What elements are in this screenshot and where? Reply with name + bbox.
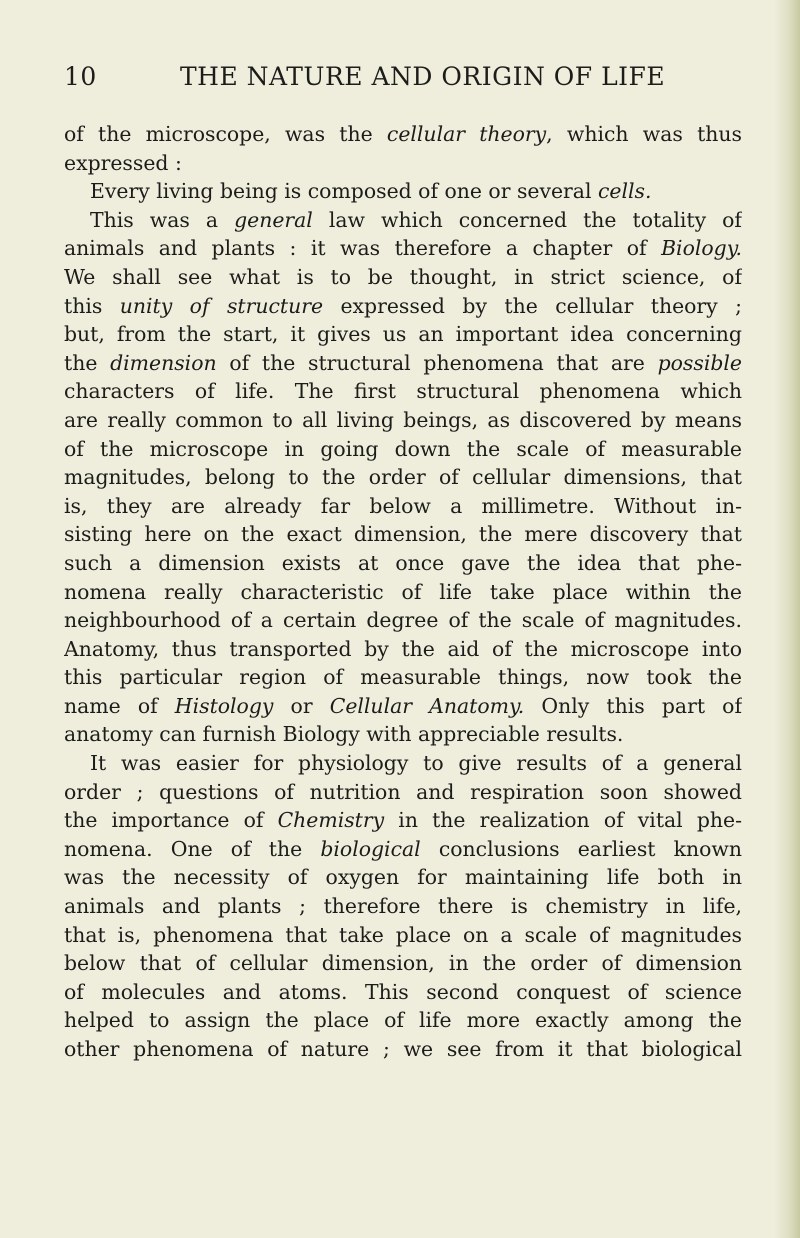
text-segment: are really common to all living beings, as discovered by means (64, 407, 742, 432)
text-line (64, 463, 742, 492)
italic-text-segment: cellular theory (386, 122, 547, 146)
text-line (64, 234, 742, 263)
text-segment: this (64, 293, 120, 318)
text-line (64, 435, 742, 464)
text-segment: nomena. One of the (64, 836, 321, 861)
text-segment: animals and plants : it was therefore a chapter of (64, 236, 662, 261)
running-title: THE NATURE AND ORIGIN OF LIFE (180, 62, 666, 91)
text-segment: the importance of (64, 808, 278, 833)
text-line (64, 206, 742, 235)
text-segment: other phenomena of nature ; we see from it that biological (64, 1037, 742, 1061)
italic-text-segment: Biology. (661, 236, 742, 261)
italic-text-segment: dimension (110, 350, 217, 375)
text-line (64, 177, 742, 206)
text-segment: of molecules and atoms. This second conquest of science (64, 979, 742, 1004)
text-line (64, 720, 742, 749)
text-segment: that is, phenomena that take place on a scale of magnitudes (64, 922, 742, 947)
text-segment: nomena really characteristic of life take place within the (64, 579, 742, 604)
text-line (64, 406, 742, 435)
text-line (64, 606, 742, 635)
text-line (64, 692, 742, 721)
text-segment: This was a (90, 207, 235, 232)
text-line (64, 1035, 742, 1064)
text-segment: anatomy can furnish Biology with appreciable results. (64, 722, 624, 747)
text-segment: characters of life. The first structural phenomena which (64, 379, 742, 404)
text-line (64, 806, 742, 835)
text-line (64, 349, 742, 378)
text-segment: of the microscope in going down the scale of measurable (64, 436, 742, 461)
text-segment: Anatomy, thus transported by the aid of the microscope into (64, 636, 742, 661)
text-segment: We shall see what is to be thought, in strict science, of (64, 264, 742, 289)
italic-text-segment: Chemistry (277, 808, 385, 833)
page-number: 10 (64, 62, 97, 91)
text-segment: of the microscope, was the (64, 122, 387, 146)
text-segment: law which concerned the totality of (312, 207, 742, 232)
text-segment: the (64, 350, 111, 375)
text-segment: magnitudes, belong to the order of cellular dimensions, that (64, 465, 742, 490)
italic-text-segment: general (234, 207, 313, 232)
text-line (64, 921, 742, 950)
body-text (64, 120, 742, 1064)
text-segment: animals and plants ; therefore there is chemistry in life, (64, 894, 742, 919)
text-segment: this particular region of measurable things, now took the (64, 665, 742, 690)
text-segment: expressed : (64, 150, 182, 175)
page-edge-shadow (774, 0, 800, 1238)
text-segment: helped to assign the place of life more exactly among the (64, 1008, 742, 1033)
text-line (64, 520, 742, 549)
text-segment: It was easier for physiology to give results of a general (90, 751, 742, 776)
text-segment: such a dimension exists at once gave the idea that phe- (64, 550, 742, 575)
text-line (64, 835, 742, 864)
text-line (64, 778, 742, 807)
text-line (64, 492, 742, 521)
text-segment: expressed by the cellular theory ; (323, 293, 742, 318)
italic-text-segment: unity of structure (119, 293, 324, 318)
text-line (64, 892, 742, 921)
text-line (64, 578, 742, 607)
text-line (64, 978, 742, 1007)
text-segment: order ; questions of nutrition and respiration soon showed (64, 779, 742, 804)
text-segment: name of (64, 693, 175, 718)
text-line (64, 320, 742, 349)
italic-text-segment: Cellular Anatomy. (329, 693, 525, 718)
italic-text-segment: biological (320, 836, 421, 861)
italic-text-segment: possible (657, 350, 742, 375)
text-line (64, 635, 742, 664)
text-line (64, 120, 742, 149)
italic-text-segment: cells. (597, 179, 652, 204)
text-segment: below that of cellular dimension, in the order of dimension (64, 951, 742, 976)
text-segment: , which was thus (546, 122, 742, 146)
text-line (64, 149, 742, 178)
text-segment: Every living being is composed of one or several (90, 179, 598, 204)
text-segment: in the realization of vital phe- (384, 808, 742, 833)
text-segment: of the structural phenomena that are (216, 350, 658, 375)
text-line (64, 263, 742, 292)
text-segment: conclusions earliest known (420, 836, 742, 861)
text-segment: neighbourhood of a certain degree of the scale of magnitudes. (64, 608, 742, 633)
text-line (64, 949, 742, 978)
text-line (64, 549, 742, 578)
text-segment: is, they are already far below a millimetre. Without in- (64, 493, 742, 518)
text-line (64, 863, 742, 892)
text-line (64, 663, 742, 692)
text-segment: sisting here on the exact dimension, the mere discovery that (64, 522, 742, 547)
text-line (64, 1006, 742, 1035)
text-segment: or (273, 693, 330, 718)
text-segment: was the necessity of oxygen for maintaining life both in (64, 865, 742, 890)
running-header (64, 62, 736, 102)
text-line (64, 749, 742, 778)
text-segment: but, from the start, it gives us an important idea concerning (64, 322, 742, 347)
text-line (64, 292, 742, 321)
text-line (64, 377, 742, 406)
italic-text-segment: Histology (174, 693, 274, 718)
text-segment: Only this part of (524, 693, 742, 718)
